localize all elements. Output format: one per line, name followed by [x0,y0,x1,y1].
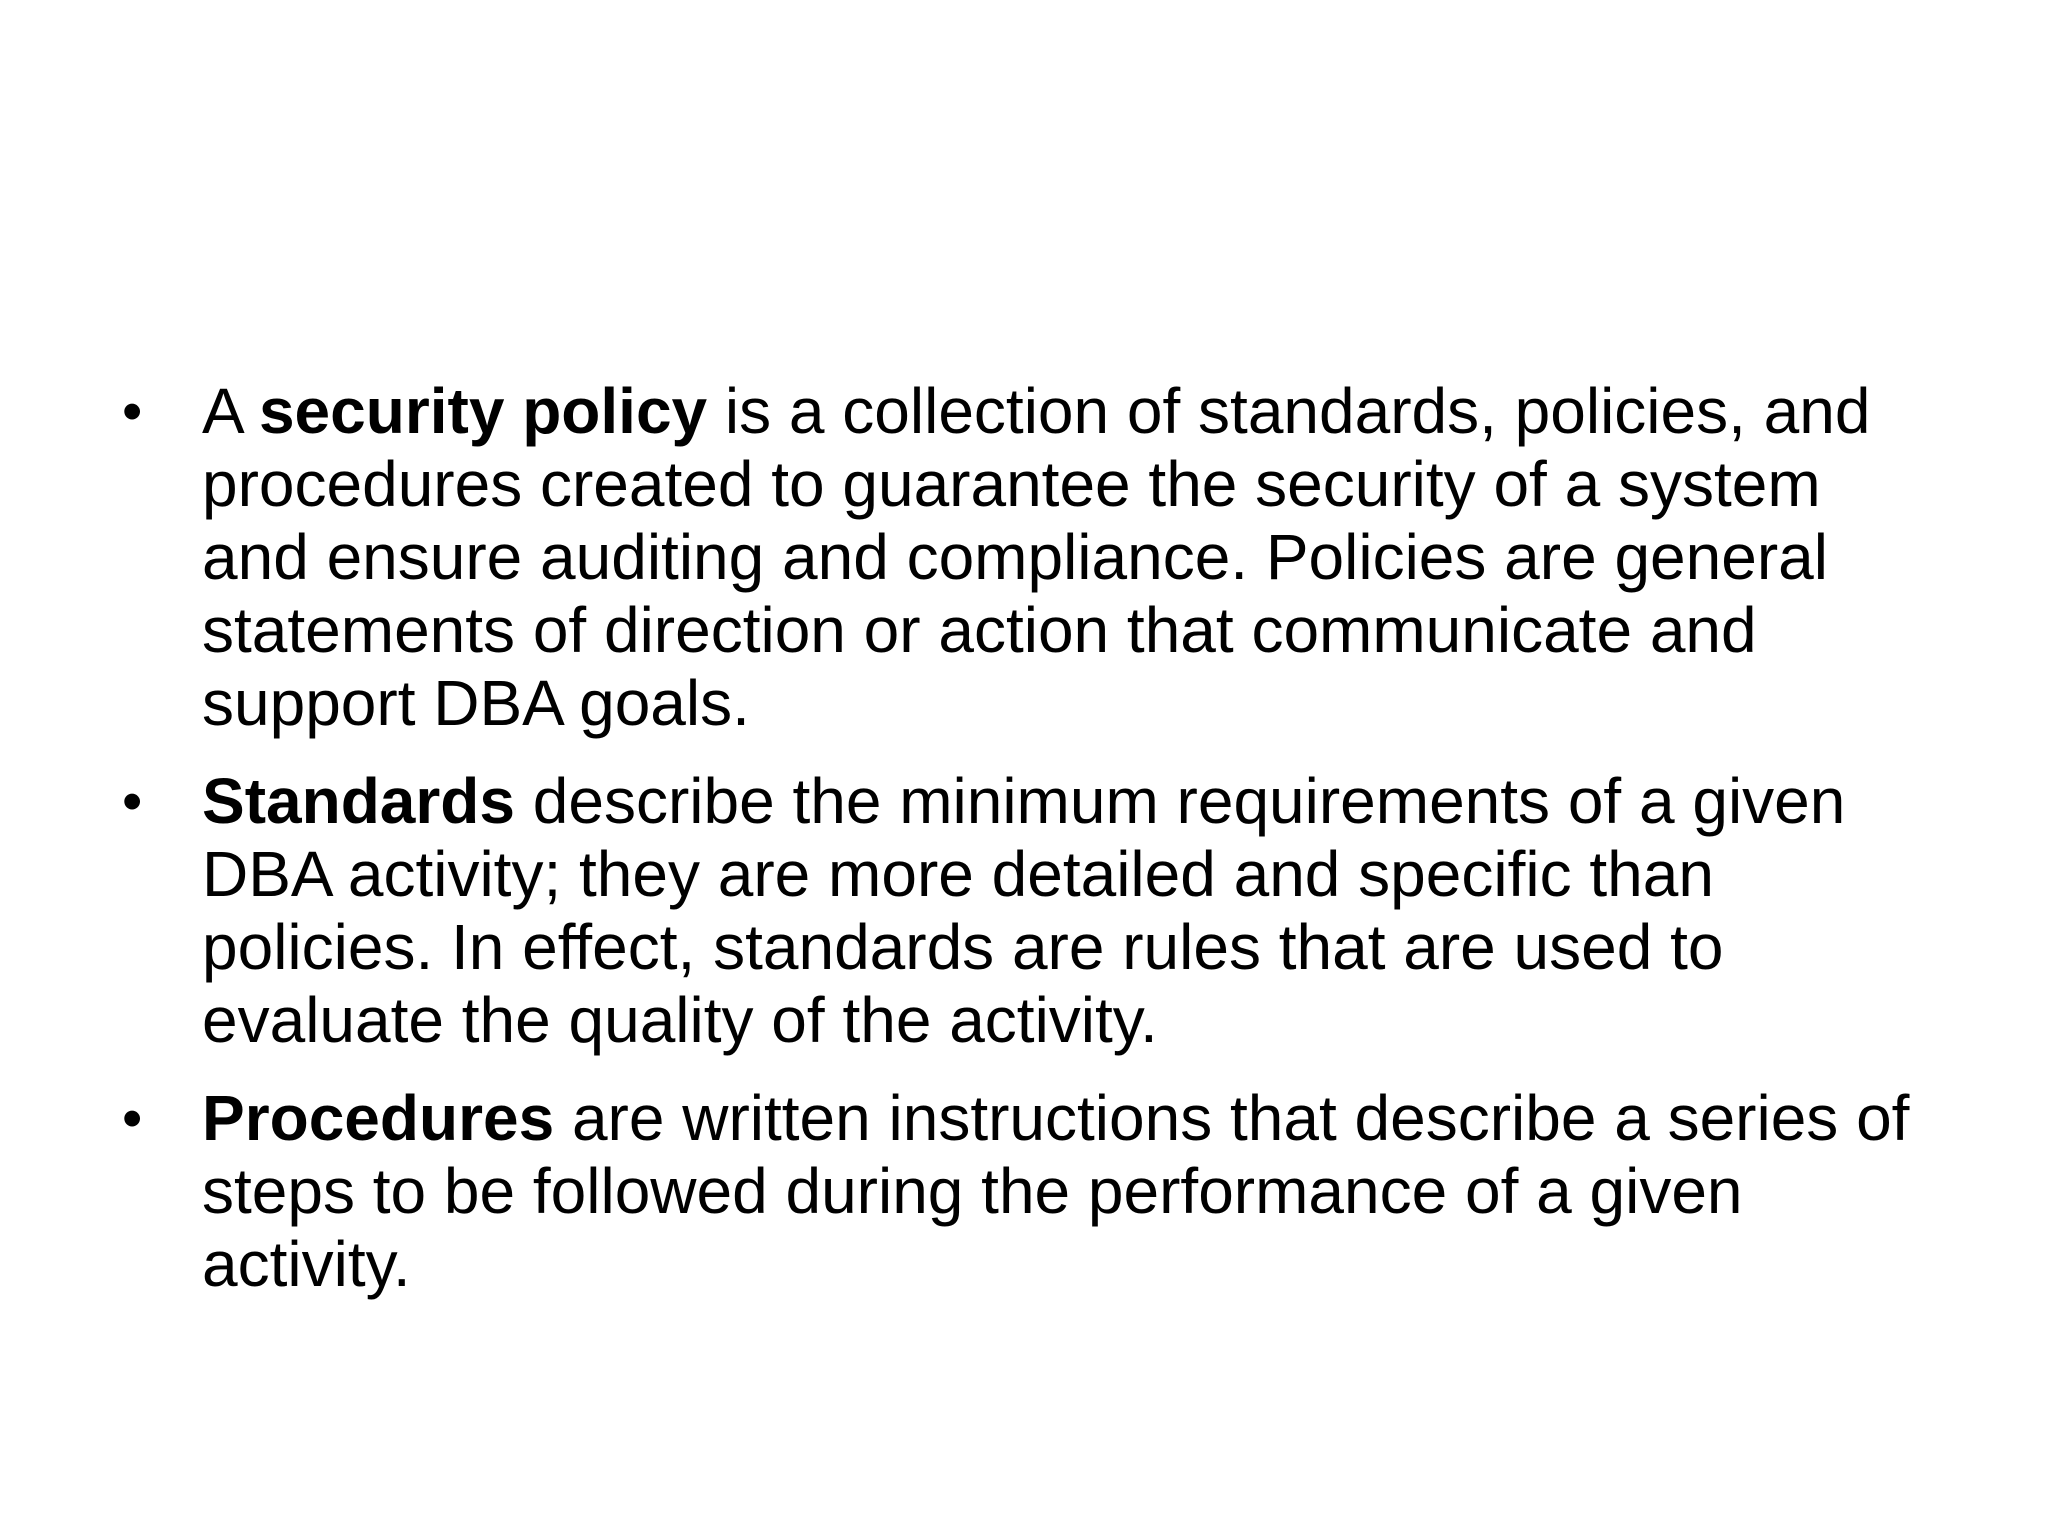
bullet-body: describe the minimum requirements of a given DBA activity; they are more detailed and specific than policies. In effect, standards are rules that are used to evaluate the quality of the activity. [202,765,1846,1056]
bullet-text [202,375,1870,739]
bullet-marker: • [122,1086,143,1151]
bullet-marker: • [122,769,143,834]
bullet-item-procedures [122,1082,1942,1301]
bullet-text [202,765,1845,1056]
bullet-prefix: A [202,375,259,447]
bullet-list [122,375,1942,1326]
bullet-emphasis: Procedures [202,1082,555,1154]
bullet-item-standards [122,765,1942,1057]
bullet-emphasis: Standards [202,765,515,837]
bullet-marker: • [122,379,143,444]
bullet-emphasis: security policy [258,375,708,447]
bullet-item-security-policy [122,375,1942,740]
bullet-body: are written instructions that describe a series of steps to be followed during the performance of a given activity. [202,1082,1910,1300]
bullet-body: is a collection of standards, policies, and procedures created to guarantee the security of a system and ensure auditing and compliance. Policies are general statements of direction or action that communicate and support DBA goals. [202,375,1871,739]
bullet-text [202,1082,1909,1300]
